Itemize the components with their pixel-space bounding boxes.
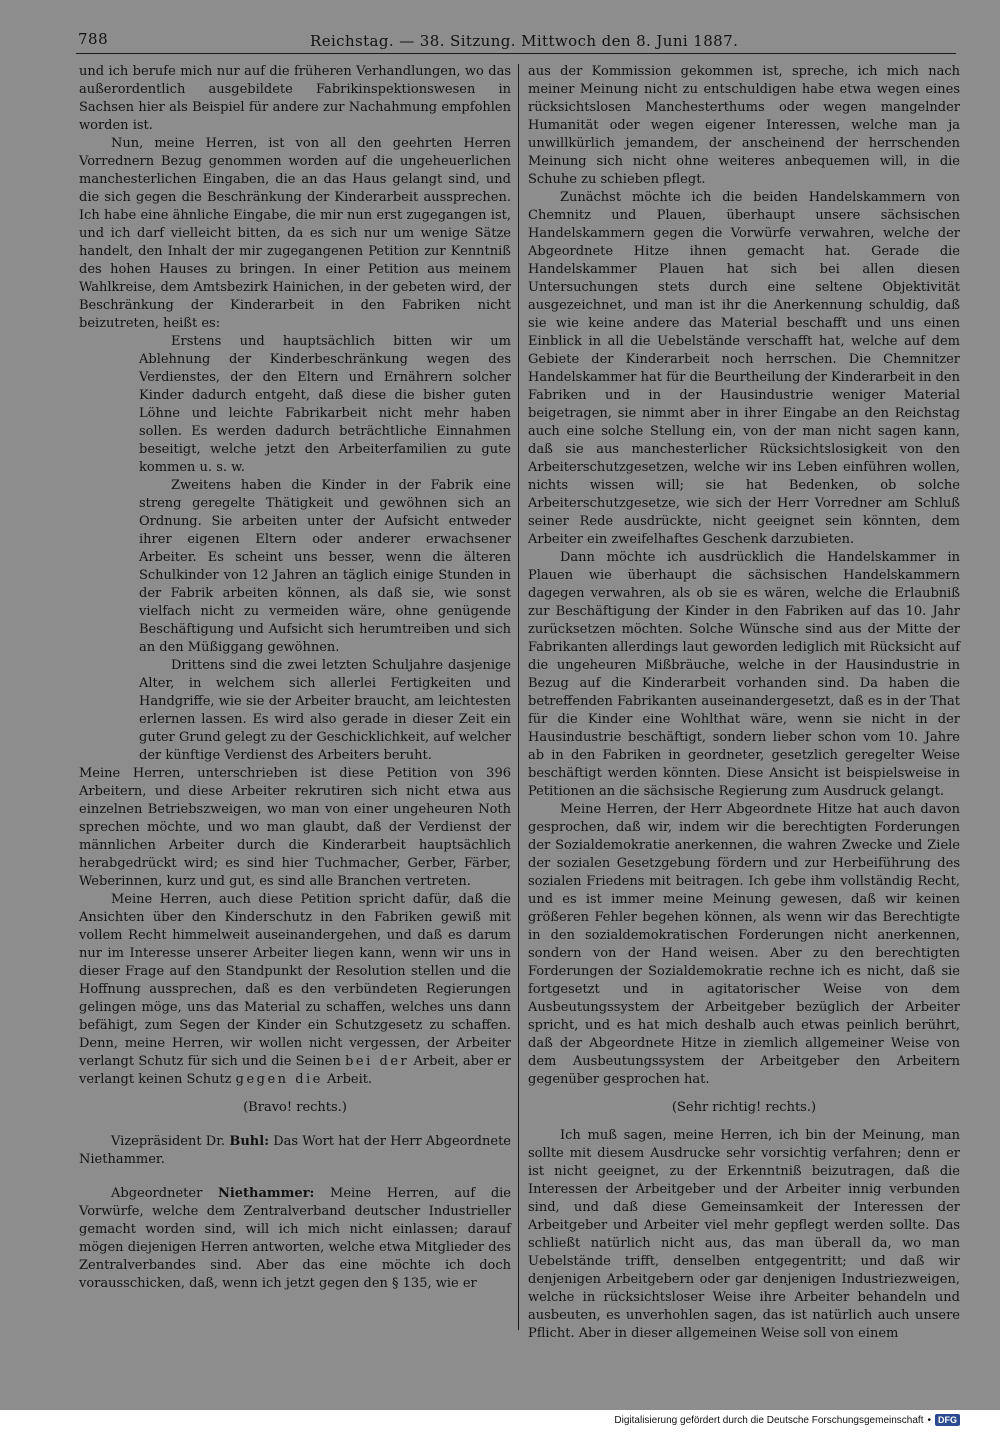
left-column [79,63,511,1293]
speaker-title: Abgeordneter [111,1186,218,1201]
paragraph: Zunächst möchte ich die beiden Handelskammern von Chemnitz und Plauen, überhaupt unsere sächsischen Handelskammern gegen die Vorwürfe verwahren, welche der Abgeordnete Hitze ihnen gemacht hat. Gerade die Handelskammer Plauen hat sich bei allen diesen Untersuchungen stets durch eine seltene Objektivität ausgezeichnet, und man ist ihr die Anerkennung schuldig, daß sie wie keine andere das Material beschafft und uns einen Einblick in all die Uebelstände verschafft hat, welche auf dem Gebiete der Kinderarbeit noch herrschen. Die Chemnitzer Handelskammer hat für die Beurtheilung der Kinderarbeit in den Fabriken und in der Hausindustrie weniger Material beigetragen, sie nimmt aber in ihrer Eingabe an den Reichstag auch eine solche Stellung ein, von der man nicht sagen kann, daß sie aus manchesterlicher Rücksichtslosigkeit von den Arbeiterschutzgesetzen, welche wir ins Leben einführen wollen, nichts wissen will; sie hat Bedenken, ob solche Arbeiterschutzgesetze, wie sich der Herr Vorredner am Schluß seiner Rede ausdrückte, nicht geeignet sein könnten, dem Arbeiter ein zweifelhaftes Geschenk darzubieten. [528,190,960,547]
right-column [528,63,960,1343]
quote-paragraph: Erstens und hauptsächlich bitten wir um Ablehnung der Kinderbeschränkung wegen des Verdienstes, der den Eltern und Ernährern solcher Kinder dadurch entgeht, daß diese die bisher guten Löhne und leichte Fabrikarbeit nicht mehr haben sollen. Es werden dadurch beträchtliche Einnahmen beseitigt, welche jetzt den Arbeiterfamilien zu gute kommen u. s. w. [139,334,511,475]
paragraph-text: Arbeit. [322,1072,373,1087]
footer-text: Digitalisierung gefördert durch die Deutsche Forschungsgemeinschaft [614,1414,924,1426]
paragraph: Meine Herren, unterschrieben ist diese Petition von 396 Arbeitern, und diese Arbeiter rekrutiren sich nicht etwa aus einzelnen Betriebszweigen, wo man von einer ungeheuren Noth sprechen möchte, und wo man glaubt, daß der Verdienst der männlichen Arbeiter durch die Kinderarbeit hauptsächlich herabgedrückt wird; es sind hier Tuchmacher, Gerber, Färber, Weberinnen, kurz und gut, es sind alle Branchen vertreten. [79,766,511,889]
speaker-name: Buhl: [229,1134,269,1149]
petition-quote [139,333,511,765]
quote-paragraph: Drittens sind die zwei letzten Schuljahre dasjenige Alter, in welchem sich allerlei Fertigkeiten und Handgriffe, wie sie der Arbeiter braucht, am leichtesten erlernen lassen. Es wird also gerade in dieser Zeit ein guter Grund gelegt zu der Geschicklichkeit, auf welcher der künftige Verdienst des Arbeiters beruht. [139,658,511,763]
header-rule [76,53,956,54]
paragraph-text: Meine Herren, auf die Vorwürfe, welche dem Zentralverband deutscher Industrieller gemacht worden sind, will ich mich nicht einlassen; darauf mögen diejenigen Herren antworten, welche etwa Mitglieder des Zentralverbandes sind. Aber das eine möchte ich doch vorausschicken, daß, wenn ich jetzt gegen den § 135, wie er [79,1186,511,1291]
vice-president-remark [79,1133,511,1169]
paragraph [79,891,511,1089]
paragraph: aus der Kommission gekommen ist, spreche, ich mich nach meiner Meinung nicht zu entschuldigen habe etwa wegen eines rücksichtslosen Manchesterthums oder wegen mangelnder Humanität oder wegen eigener Interessen, welche man ja unwillkürlich jemandem, der anscheinend der herrschenden Meinung sich nicht ohne weiteres anbequemen will, in die Schuhe zu schieben pflegt. [528,64,960,187]
paragraph: und ich berufe mich nur auf die früheren Verhandlungen, wo das außerordentlich ausgebildete Fabrikinspektionswesen in Sachsen hier als Beispiel für andere zur Nachahmung empfohlen worden ist. [79,64,511,133]
paragraph-text: Das Wort hat der Herr Abgeordnete Niethammer. [79,1134,511,1167]
applause-note: (Sehr richtig! rechts.) [671,1100,817,1115]
speech-start [79,1185,511,1293]
spaced-emphasis: bei der [345,1054,410,1069]
speaker-name: Niethammer: [217,1186,315,1201]
footer-credit [614,1414,960,1426]
running-head: Reichstag. — 38. Sitzung. Mittwoch den 8. Juni 1887. [310,32,739,50]
page-number: 788 [78,30,109,48]
paragraph: Meine Herren, der Herr Abgeordnete Hitze hat auch davon gesprochen, daß wir, indem wir die berechtigten Forderungen der Sozialdemokratie anerkennen, die wahren Zwecke und Ziele der sozialen Gesetzgebung fördern und zur Herbeiführung des sozialen Friedens mit beitragen. Ich gebe ihm vollständig Recht, und es ist immer meine Meinung gewesen, daß wir keinen größeren Fehler begehen können, als wenn wir das Berechtigte in den sozialdemokratischen Forderungen nicht anerkennen, sondern von der Hand weisen. Aber zu den berechtigten Forderungen der Sozialdemokratie rechne ich es nicht, daß sie fortgesetzt und in agitatorischer Weise von dem Ausbeutungssystem der Arbeitgeber bezüglich der Arbeiter spricht, und es hat mich deshalb auch etwas peinlich berührt, daß der Abgeordnete Hitze in ziemlich allgemeiner Weise von dem Ausbeutungssystem der Arbeitgeber den Arbeitern gegenüber gesprochen hat. [528,802,960,1087]
paragraph-text: Arbeit, aber er verlangt keinen Schutz [79,1054,511,1087]
dfg-logo-icon: DFG [935,1414,960,1426]
paragraph: Dann möchte ich ausdrücklich die Handelskammer in Plauen wie überhaupt die sächsischen Handelskammern dagegen verwahren, als ob sie es wären, welche die Erlaubniß zur Beschäftigung der Kinder in den Fabriken auf das 10. Jahr zurücksetzen möchten. Solche Wünsche sind aus der Mitte der Fabrikanten allerdings laut geworden lediglich mit Rücksicht auf die ungeheuren Mißbräuche, welche in der Hausindustrie in Bezug auf die Kinderarbeit vorhanden sind. Da haben die betreffenden Fabrikanten auseinandergesetzt, daß es in der That für die Kinder eine Wohlthat wäre, wenn sie nicht in der Hausindustrie beschäftigt, sondern lieber schon vom 10. Jahre ab in den Fabriken in geordneter, gesetzlich geregelter Weise beschäftigt werden könnten. Diese Ansicht ist beispielsweise in Petitionen an die sächsische Regierung zum Ausdruck gelangt. [528,550,960,799]
speaker-title: Vizepräsident Dr. [111,1134,230,1149]
applause-note: (Bravo! rechts.) [243,1100,347,1115]
paragraph: Nun, meine Herren, ist von all den geehrten Herren Vorrednern Bezug genommen worden auf die ungeheuerlichen manchesterlichen Eingaben, die an das Haus gelangt sind, und die sich gegen die Beschränkung der Kinderarbeit aussprechen. Ich habe eine ähnliche Eingabe, die mir nun erst zugegangen ist, und ich darf vielleicht bitten, da es sich nur um wenige Sätze handelt, den Inhalt der mir zugegangenen Petition zur Kenntniß des hohen Hauses zu bringen. In einer Petition aus meinem Wahlkreise, dem Amtsbezirk Hainichen, in der gebeten wird, der Beschränkung der Kinderarbeit in den Fabriken nicht beizutreten, heißt es: [79,136,511,331]
quote-paragraph: Zweitens haben die Kinder in der Fabrik eine streng geregelte Thätigkeit und gewöhnen sich an Ordnung. Sie arbeiten unter der Aufsicht entweder ihrer eigenen Eltern oder anderer erwachsener Arbeiter. Es scheint uns besser, wenn die älteren Schulkinder von 12 Jahren an täglich einige Stunden in der Fabrik arbeiten können, als daß sie, wie sonst vielfach nicht zu vermeiden wäre, ohne genügende Beschäftigung und Aufsicht sich herumtreiben und sich an den Müßiggang gewöhnen. [139,478,511,655]
paragraph-text: Meine Herren, auch diese Petition spricht dafür, daß die Ansichten über den Kinderschutz in den Fabriken gewiß mit vollem Recht himmelweit auseinandergehen, und daß es darum nur im Interesse unserer Arbeiter liegen kann, wenn wir uns in dieser Frage auf den Standpunkt der Resolution stellen und die Hoffnung aussprechen, daß es den verbündeten Regierungen gelingen möge, uns das Material zu schaffen, welches uns dann befähigt, zum Segen der Kinder ein Schutzgesetz zu schaffen. Denn, meine Herren, wir wollen nicht vergessen, der Arbeiter verlangt Schutz für sich und die Seinen [79,892,511,1069]
footer-separator: • [927,1414,931,1426]
column-divider [518,64,519,1330]
spaced-emphasis: gegen die [235,1072,323,1087]
paragraph: Ich muß sagen, meine Herren, ich bin der Meinung, man sollte mit diesem Ausdrucke sehr vorsichtig verfahren; denn er ist nicht geeignet, zu der Erkenntniß beizutragen, daß die Interessen der Arbeitgeber und der Arbeiter innig verbunden sind, und daß diese Gemeinsamkeit der Interessen der Arbeitgeber und Arbeiter viel mehr gepflegt werden sollte. Das schließt natürlich nicht aus, das man überall da, wo man Uebelstände trifft, denselben entgegentritt; und daß wir denjenigen Arbeitgebern oder gar denjenigen Industriezweigen, welche in rücksichtsloser Weise ihre Arbeiter behandeln und ausbeuten, es unverhohlen sagen, das ist natürlich auch unsere Pflicht. Aber in dieser allgemeinen Weise soll von einem [528,1128,960,1341]
